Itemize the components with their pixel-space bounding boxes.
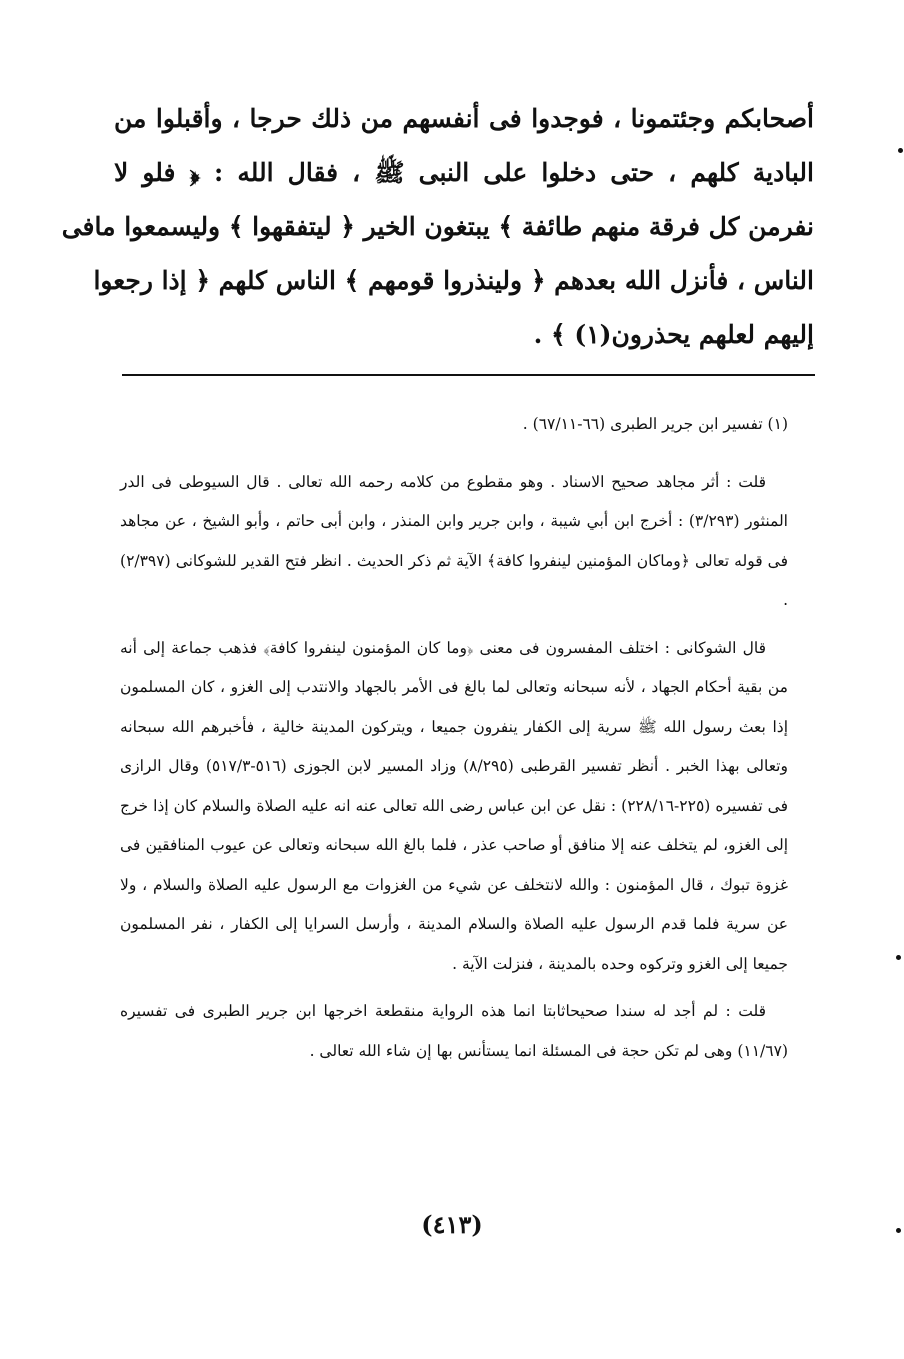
page-number: (٤١٣) [421,1210,483,1239]
main-text-line: البادية كلهم ، حتى دخلوا على النبى ﷺ ، فقال الله : ﴿ فلو لا [114,158,814,187]
scan-mark [896,955,901,960]
footnote-separator [122,374,815,376]
main-text-line: إليهم لعلهم يحذرون(١) ﴾ . [533,320,814,349]
footnote-paragraph: قلت : لم أجد له سندا صحيحاثابتا انما هذه الرواية منقطعة اخرجها ابن جرير الطبرى فى تفسيره (١١/٦٧) وهى لم تكن حجة فى المسئلة انما يستأنس بها إن شاء الله تعالى . [120,1002,788,1060]
scan-mark [896,1228,901,1233]
main-text-line: الناس ، فأنزل الله بعدهم ﴿ ولينذروا قومهم ﴾ الناس كلهم ﴿ إذا رجعوا [93,266,814,295]
footnote-paragraph: قلت : أثر مجاهد صحيح الاسناد . وهو مقطوع من كلامه رحمه الله تعالى . قال السيوطى فى الدر المنثور (٣/٢٩٣) : أخرج ابن أبي شيبة ، وابن جرير وابن المنذر ، وابن أبى حاتم ، وأبو الشيخ ، عن مجاهد فى قوله تعالى ﴿وماكان المؤمنين لينفروا كافة﴾ الآية ثم ذكر الحديث . انظر فتح القدير للشوكانى (٢/٣٩٧) . [120,472,788,609]
main-text-line: أصحابكم وجئتمونا ، فوجدوا فى أنفسهم من ذلك حرجا ، وأقبلوا من [114,104,814,133]
main-text-block [61,92,814,362]
footnote-paragraph: قال الشوكانى : اختلف المفسرون فى معنى ﴿وما كان المؤمنون لينفروا كافة﴾ فذهب جماعة إلى أنه من بقية أحكام الجهاد ، لأنه سبحانه وتعالى لما بالغ فى الأمر بالجهاد والانتدب إلى الغزو ، كان المسلمون إذا بعث رسول الله ﷺ سرية إلى الكفار ينفرون جميعا ، ويتركون المدينة خالية ، فأخبرهم الله سبحانه وتعالى بهذا الخبر . أنظر تفسير القرطبى (٨/٢٩٥) وزاد المسير لابن الجوزى (٥١٦-٥١٧/٣) وقال الرازى فى تفسيره (٢٢٥-٢٢٨/١٦) : نقل عن ابن عباس رضى الله تعالى عنه انه عليه الصلاة والسلام كان إذا خرج إلى الغزو، لم يتخلف عنه إلا منافق أو صاحب عذر ، فلما بالغ الله سبحانه وتعالى عن عيوب المنافقين فى غزوة تبوك ، قال المؤمنون : والله لانتخلف عن شيء من الغزوات مع الرسول عليه الصلاة والسلام ، ولا عن سرية فلما قدم الرسول عليه الصلاة والسلام المدينة ، وأرسل السرايا إلى الكفار ، نفر المسلمون جميعا إلى الغزو وتركوه وحده بالمدينة ، فنزلت الآية . [120,638,788,973]
scan-mark [898,148,903,153]
footnote-reference: (١) تفسير ابن جرير الطبرى (٦٦-٦٧/١١) . [522,415,788,433]
main-text-line: نفرمن كل فرقة منهم طائفة ﴾ يبتغون الخير ﴿ ليتفقهوا ﴾ وليسمعوا مافى [61,212,814,241]
footnotes-section [120,405,788,1079]
